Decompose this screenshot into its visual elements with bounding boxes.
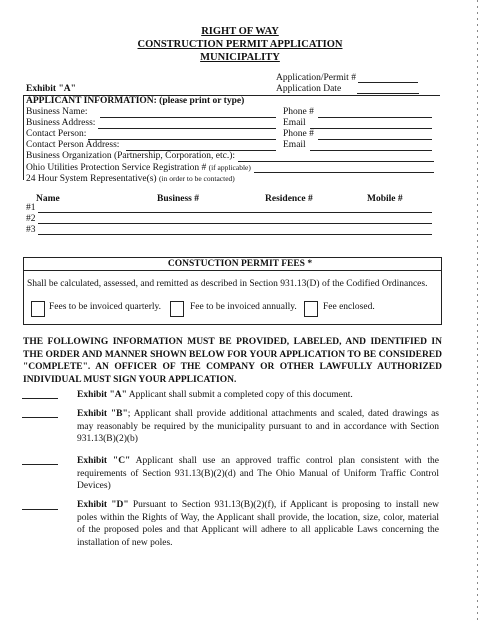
business-address-label: Business Address: [26, 118, 96, 128]
rep-row-3-field[interactable] [38, 234, 432, 235]
rep-row-2-label: #2 [26, 214, 36, 224]
fees-quarterly-label: Fees to be invoiced quarterly. [49, 302, 162, 312]
applicant-heading: APPLICANT INFORMATION: (please print or type) [26, 96, 245, 106]
page-edge-rule [477, 0, 478, 622]
title-line-1: RIGHT OF WAY [201, 26, 279, 37]
rep-row-1-label: #1 [26, 203, 36, 213]
rep-row-2-field[interactable] [38, 223, 432, 224]
email-label: Email [283, 118, 306, 128]
business-name-label: Business Name: [26, 107, 88, 117]
exhibit-c-item: Exhibit "C" Applicant shall use an approved traffic control plan consistent with the requirements of Section 931.13(B)(2)(d) and The Ohio Manual of Uniform Traffic Control Devices) [77, 456, 439, 491]
business-organization-field[interactable] [238, 161, 434, 162]
phone-field[interactable] [318, 117, 432, 118]
rep-row-3-label: #3 [26, 225, 36, 235]
exhibit-c-blank[interactable] [22, 464, 58, 465]
permit-number-label: Application/Permit # [276, 73, 356, 83]
title-line-3: MUNICIPALITY [200, 52, 280, 63]
col-header-mobile: Mobile # [367, 194, 403, 204]
col-header-business: Business # [157, 194, 199, 204]
phone-label: Phone # [283, 107, 314, 117]
application-date-field[interactable] [357, 93, 419, 94]
exhibit-a-blank[interactable] [22, 398, 58, 399]
email-field[interactable] [310, 128, 432, 129]
fees-title: CONSTUCTION PERMIT FEES * [167, 259, 313, 269]
requirements-notice: THE FOLLOWING INFORMATION MUST BE PROVIDED, LABELED, AND IDENTIFIED IN THE ORDER AND MANNER SHOWN BELOW FOR YOUR APPLICATION TO BE CONSIDERED "COMPLETE". AN OFFICER OF THE COMPANY OR OTHER LAWFULLY AUTHORIZED INDIVIDUAL MUST SIGN YOUR APPLICATION. [23, 337, 442, 385]
exhibit-b-item: Exhibit "B"; Applicant shall provide additional attachments and scaled, dated drawings as may reasonably be required by the municipality pursuant to and in accordance with Section 931.13(B)(2)(b) [77, 409, 439, 444]
fees-annually-label: Fee to be invoiced annually. [190, 302, 297, 312]
exhibit-b-blank[interactable] [22, 417, 58, 418]
business-name-field[interactable] [100, 117, 276, 118]
business-organization-label: Business Organization (Partnership, Corporation, etc.): [26, 151, 236, 161]
fees-enclosed-checkbox[interactable] [304, 301, 318, 317]
phone-2-label: Phone # [283, 129, 314, 139]
system-rep-label: 24 Hour System Representative(s) (in order to be contacted) [26, 174, 235, 184]
business-address-field[interactable] [98, 128, 276, 129]
ohio-ups-field[interactable] [254, 172, 434, 173]
contact-address-label: Contact Person Address: [26, 140, 120, 150]
rep-row-1-field[interactable] [38, 212, 432, 213]
fees-annually-checkbox[interactable] [170, 301, 184, 317]
exhibit-a-tag: Exhibit "A" [26, 84, 76, 94]
fees-description: Shall be calculated, assessed, and remitted as described in Section 931.13(D) of the Codified Ordinances. [27, 279, 428, 289]
fees-quarterly-checkbox[interactable] [31, 301, 45, 317]
permit-number-field[interactable] [358, 82, 418, 83]
email-2-label: Email [283, 140, 306, 150]
application-date-label: Application Date [276, 84, 342, 94]
col-header-name: Name [36, 194, 60, 204]
exhibit-d-item: Exhibit "D" Pursuant to Section 931.13(B)(2)(f), if Applicant is proposing to install new poles within the Rights of Way, the Applicant shall provide, the location, size, color, material of the proposed poles and that Applicant will adhere to all applicable Laws concerning the installation of new poles. [77, 500, 439, 548]
email-2-field[interactable] [310, 150, 432, 151]
contact-person-label: Contact Person: [26, 129, 87, 139]
col-header-residence: Residence # [265, 194, 313, 204]
exhibit-d-blank[interactable] [22, 509, 58, 510]
exhibit-a-item: Exhibit "A" Applicant shall submit a completed copy of this document. [77, 390, 353, 400]
ohio-ups-label: Ohio Utilities Protection Service Registration # (if applicable) [26, 163, 251, 173]
fees-title-rule [23, 270, 441, 271]
fees-enclosed-label: Fee enclosed. [323, 302, 375, 312]
phone-2-field[interactable] [318, 139, 432, 140]
title-line-2: CONSTRUCTION PERMIT APPLICATION [137, 39, 343, 50]
